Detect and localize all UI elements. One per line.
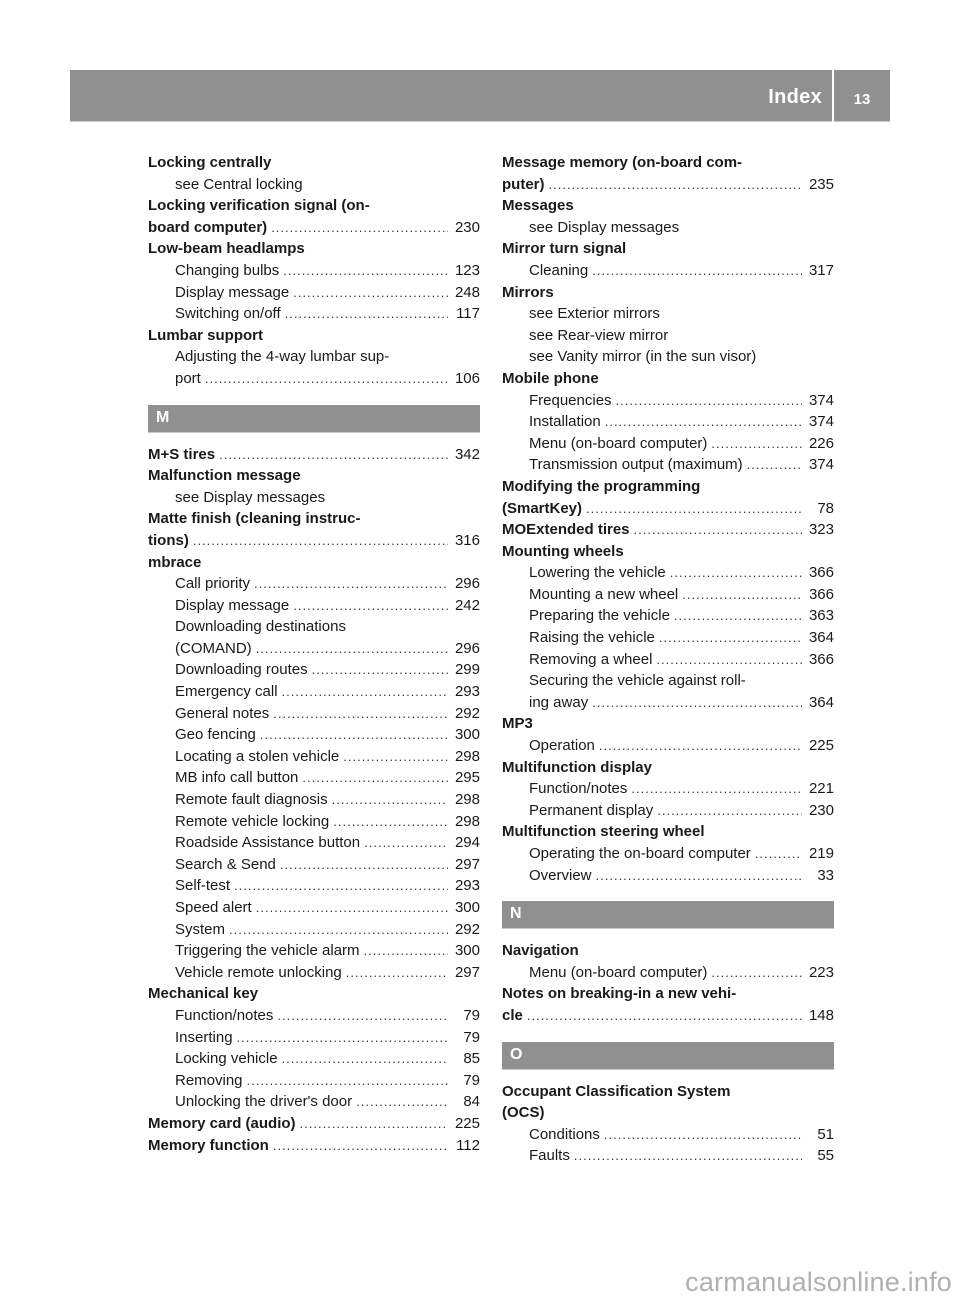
page-ref[interactable]: 33 [817,866,834,884]
dot-leader [273,1135,448,1157]
index-entry [502,983,834,1005]
entry-text: Changing bulbs [175,261,280,279]
dot-leader [237,1027,448,1049]
index-subentry[interactable] [148,1091,480,1113]
entry-text: Triggering the vehicle alarm [175,942,360,960]
dot-leader [229,919,448,941]
page-ref[interactable]: 235 [808,175,834,193]
index-subentry[interactable] [502,411,834,433]
page-ref[interactable]: 366 [808,585,834,603]
dot-leader [277,1005,448,1027]
index-subentry [502,670,834,692]
page-number-box [834,70,890,122]
entry-text: Mirrors [502,283,554,301]
dot-leader [364,832,448,854]
page-ref[interactable]: 242 [454,596,480,614]
index-entry [148,983,480,1005]
page-ref[interactable]: 219 [808,845,834,862]
entry-text: Vehicle remote unlocking [175,963,342,981]
entry-text: M+S tires [148,445,216,463]
entry-text: Geo fencing [175,726,256,744]
index-entry [502,368,834,390]
dot-leader [219,444,448,466]
entry-text: (SmartKey) [502,499,583,517]
entry-text: Notes on breaking-in a new vehi- [502,985,737,1003]
entry-text: Frequencies [529,391,612,409]
entry-text: Modifying the programming [502,477,701,495]
index-subentry[interactable] [502,800,834,822]
index-entry [502,713,834,735]
index-entry [502,1081,834,1103]
entry-text: Low-beam headlamps [148,240,305,258]
page-ref[interactable]: 298 [454,812,480,830]
entry-text: Speed alert [175,899,252,916]
entry-text: Permanent display [529,801,654,819]
dot-leader [605,411,802,433]
section-letter: N [510,905,522,923]
entry-text: Remote vehicle locking [175,812,330,830]
dot-leader [747,454,802,476]
index-subentry [502,303,834,325]
index-subentry[interactable] [148,919,480,941]
page-ref[interactable]: 223 [808,963,834,981]
index-subentry[interactable] [502,390,834,412]
dot-leader [273,703,448,725]
dot-leader [247,1070,448,1092]
dot-leader [293,282,448,304]
page-ref[interactable]: 294 [454,834,480,852]
dot-leader [256,897,448,919]
entry-text: Locking verification signal (on- [148,197,370,215]
page-ref[interactable]: 55 [817,1147,834,1165]
index-subentry[interactable] [148,897,480,919]
index-subentry [148,346,480,368]
index-subentry[interactable] [148,875,480,897]
dot-leader [193,530,448,552]
index-subentry[interactable] [502,433,834,455]
dot-leader [256,638,448,660]
index-entry[interactable] [502,519,834,541]
index-subentry[interactable] [502,865,834,887]
index-subentry[interactable] [148,811,480,833]
index-subentry[interactable] [502,1145,834,1167]
entry-text: Faults [529,1147,570,1165]
dot-leader [282,1048,448,1070]
entry-text: Call priority [175,575,251,593]
entry-text: see Display messages [175,488,326,506]
dot-leader [280,854,448,876]
index-entry [502,940,834,962]
page-ref[interactable]: 317 [808,261,834,279]
entry-text: port [175,369,201,387]
page-ref[interactable]: 78 [817,499,834,517]
index-entry[interactable] [148,1113,480,1135]
index-entry [502,1102,834,1124]
entry-text: Mounting wheels [502,542,624,560]
dot-leader [333,811,448,833]
index-entry [502,757,834,779]
entry-text: see Vanity mirror (in the sun visor) [529,348,757,366]
index-entry [148,325,480,347]
index-subentry[interactable] [502,584,834,606]
dot-leader [586,498,802,520]
index-subentry [502,346,834,368]
index-subentry[interactable] [502,962,834,984]
index-subentry[interactable] [502,1124,834,1146]
index-entry [148,465,480,487]
page-ref[interactable]: 342 [454,445,480,463]
page-ref[interactable]: 117 [456,305,480,323]
page-ref[interactable]: 79 [463,1006,480,1024]
page-ref[interactable]: 112 [456,1136,480,1154]
entry-text: Inserting [175,1028,233,1046]
dot-leader [282,681,448,703]
page-ref[interactable]: 148 [808,1006,834,1024]
index-column-left [148,152,480,1156]
dot-leader [300,1113,448,1135]
entry-text: Locating a stolen vehicle [175,747,340,765]
page-ref[interactable]: 221 [808,780,834,798]
dot-leader [302,767,448,789]
page-ref[interactable]: 230 [454,218,480,236]
entry-text: Securing the vehicle against roll- [529,672,746,690]
entry-text: System [175,920,226,938]
entry-text: Self-test [175,877,231,895]
index-subentry[interactable] [148,573,480,595]
dot-leader [592,692,802,714]
entry-text: Search & Send [175,855,276,873]
index-subentry[interactable] [502,454,834,476]
entry-text: puter) [502,175,545,193]
index-subentry[interactable] [148,282,480,304]
index-subentry [502,325,834,347]
index-subentry[interactable] [148,703,480,725]
page-ref[interactable]: 292 [454,704,480,722]
section-header-o [502,1042,834,1070]
section-letter: O [510,1045,523,1063]
dot-leader [711,962,802,984]
dot-leader [682,584,802,606]
index-entry [502,152,834,174]
page-ref[interactable]: 366 [808,650,834,668]
entry-text: Mirror turn signal [502,240,627,258]
dot-leader [346,962,448,984]
entry-text: mbrace [148,553,202,571]
dot-leader [674,605,802,627]
index-entry [148,508,480,530]
entry-text: Menu (on-board computer) [529,434,708,452]
index-subentry [148,616,480,638]
entry-text: Downloading routes [175,661,308,679]
index-entry [502,821,834,843]
index-subentry[interactable] [148,1070,480,1092]
dot-leader [527,1005,802,1027]
dot-leader [596,865,802,887]
entry-text: Menu (on-board computer) [529,963,708,981]
page-header-bar [70,70,832,122]
index-subentry[interactable] [502,562,834,584]
index-subentry[interactable] [148,681,480,703]
page-ref[interactable]: 316 [454,531,480,549]
page-ref[interactable]: 364 [808,629,834,647]
index-subentry[interactable] [148,1027,480,1049]
page-ref[interactable]: 300 [454,726,480,744]
page-ref[interactable]: 374 [808,456,834,474]
entry-text: MP3 [502,715,533,733]
index-subentry[interactable] [148,595,480,617]
index-column-right [502,152,834,1167]
dot-leader [356,1091,448,1113]
entry-text: Raising the vehicle [529,629,655,647]
index-subentry[interactable] [502,778,834,800]
page-ref[interactable]: 248 [454,283,480,301]
entry-text: see Display messages [529,218,680,236]
index-subentry[interactable] [148,789,480,811]
entry-text: Adjusting the 4-way lumbar sup- [175,348,390,366]
entry-text: tions) [148,531,189,549]
dot-leader [285,303,448,325]
entry-text: Mechanical key [148,985,259,1003]
page-ref[interactable]: 366 [808,564,834,582]
index-entry[interactable] [148,530,480,552]
entry-text: Lumbar support [148,326,263,344]
entry-text: Display message [175,596,290,614]
index-subentry[interactable] [148,1005,480,1027]
page-ref[interactable]: 85 [463,1050,480,1068]
entry-text: MOExtended tires [502,521,630,539]
dot-leader [574,1145,802,1167]
page-ref[interactable]: 79 [463,1028,480,1046]
page-ref[interactable]: 299 [454,661,480,679]
page-ref[interactable]: 298 [454,791,480,809]
page-ref[interactable]: 225 [808,737,834,755]
entry-text: Mounting a new wheel [529,585,679,603]
dot-leader [293,595,448,617]
index-subentry[interactable] [148,940,480,962]
dot-leader [332,789,448,811]
index-subentry[interactable] [148,260,480,282]
dot-leader [599,735,802,757]
entry-text: Switching on/off [175,305,281,323]
dot-leader [657,800,802,822]
page-ref[interactable]: 323 [808,521,834,539]
page-ref[interactable]: 84 [463,1093,480,1111]
entry-text: Preparing the vehicle [529,607,670,625]
index-subentry[interactable] [148,854,480,876]
dot-leader [364,940,448,962]
dot-leader [234,875,448,897]
watermark: carmanualsonline.info [685,1267,952,1297]
section-header-m [148,405,480,433]
entry-text: Roadside Assistance button [175,834,361,852]
entry-text: Installation [529,413,601,431]
entry-text: Locking centrally [148,154,272,171]
index-subentry[interactable] [502,627,834,649]
dot-leader [312,659,448,681]
entry-text: Overview [529,866,592,884]
entry-text: cle [502,1006,523,1024]
page-ref[interactable]: 79 [463,1071,480,1089]
entry-text: Lowering the vehicle [529,564,666,582]
page-ref[interactable]: 300 [454,899,480,916]
index-entry [148,238,480,260]
index-subentry[interactable] [148,767,480,789]
entry-text: General notes [175,704,270,722]
index-subentry [502,217,834,239]
page-ref[interactable]: 106 [454,369,480,387]
dot-leader [711,433,802,455]
index-entry [502,476,834,498]
page-ref[interactable]: 297 [454,855,480,873]
index-subentry[interactable] [502,735,834,757]
entry-text: Transmission output (maximum) [529,456,743,474]
page-number: 13 [853,91,871,108]
index-subentry[interactable] [148,1048,480,1070]
entry-text: board computer) [148,218,268,236]
page-ref[interactable]: 295 [454,769,480,787]
index-subentry[interactable] [148,962,480,984]
dot-leader [271,217,448,239]
index-entry [502,238,834,260]
dot-leader [205,368,448,390]
index-subentry[interactable] [148,303,480,325]
dot-leader [634,519,802,541]
entry-text: Removing a wheel [529,650,653,668]
page-title: Index [768,86,822,108]
index-entry [148,195,480,217]
dot-leader [670,562,802,584]
index-subentry[interactable] [148,724,480,746]
entry-text: Cleaning [529,261,589,279]
entry-text: Removing [175,1071,243,1089]
page-ref[interactable]: 296 [454,639,480,657]
page-ref[interactable]: 296 [454,575,480,593]
entry-text: Function/notes [175,1006,274,1024]
index-entry[interactable] [148,217,480,239]
index-entry [502,282,834,304]
page-ref[interactable]: 292 [454,920,480,938]
index-entry [148,552,480,574]
entry-text: Operation [529,737,595,755]
entry-text: Message memory (on-board com- [502,154,743,171]
entry-text: Matte finish (cleaning instruc- [148,510,361,528]
dot-leader [343,746,448,768]
dot-leader [283,260,448,282]
section-header-n [502,901,834,929]
page-ref[interactable]: 374 [808,413,834,431]
index-subentry [148,174,480,196]
entry-text: Navigation [502,942,579,960]
entry-text: Function/notes [529,780,628,798]
entry-text: Unlocking the driver's door [175,1093,353,1111]
entry-text: Malfunction message [148,467,301,485]
index-entry[interactable] [148,444,480,466]
entry-text: Memory card (audio) [148,1114,296,1132]
dot-leader [254,573,448,595]
entry-text: see Rear-view mirror [529,326,669,344]
entry-text: (OCS) [502,1104,545,1122]
index-subentry [148,487,480,509]
entry-text: Memory function [148,1136,269,1154]
page-ref[interactable]: 363 [808,607,834,625]
index-subentry[interactable] [502,843,834,865]
index-entry [502,195,834,217]
dot-leader [549,174,803,196]
entry-text: (COMAND) [175,639,252,657]
entry-text: Multifunction display [502,758,652,776]
entry-text: MB info call button [175,769,299,787]
dot-leader [616,390,802,412]
dot-leader [631,778,802,800]
index-subentry[interactable] [148,832,480,854]
entry-text: Mobile phone [502,369,599,387]
page-ref[interactable]: 123 [454,261,480,279]
entry-text: Messages [502,197,574,215]
dot-leader [592,260,802,282]
entry-text: ing away [529,693,589,711]
index-entry[interactable] [502,174,834,196]
page-ref[interactable]: 293 [454,877,480,895]
index-subentry[interactable] [148,368,480,390]
dot-leader [260,724,448,746]
index-entry[interactable] [502,498,834,520]
index-subentry[interactable] [502,692,834,714]
index-entry[interactable] [502,1005,834,1027]
page-ref[interactable]: 364 [808,693,834,711]
index-subentry[interactable] [148,746,480,768]
entry-text: Locking vehicle [175,1050,278,1068]
entry-text: Conditions [529,1125,600,1143]
section-letter: M [156,408,170,426]
index-entry[interactable] [148,1135,480,1157]
index-subentry[interactable] [148,638,480,660]
page-ref[interactable]: 230 [808,801,834,819]
index-entry [502,541,834,563]
entry-text: Operating the on-board computer [529,845,751,862]
page-ref[interactable]: 297 [454,963,480,981]
page-ref[interactable]: 300 [454,942,480,960]
entry-text: Multifunction steering wheel [502,823,705,841]
index-entry [148,152,480,174]
page-ref[interactable]: 51 [817,1125,834,1143]
dot-leader [755,843,802,865]
index-subentry[interactable] [502,605,834,627]
page-ref[interactable]: 226 [808,434,834,452]
index-subentry[interactable] [148,659,480,681]
index-subentry[interactable] [502,260,834,282]
entry-text: see Exterior mirrors [529,305,660,323]
dot-leader [656,649,802,671]
dot-leader [659,627,802,649]
entry-text: Emergency call [175,683,278,701]
page-ref[interactable]: 225 [454,1114,480,1132]
entry-text: Display message [175,283,290,301]
entry-text: Remote fault diagnosis [175,791,328,809]
page-ref[interactable]: 374 [808,391,834,409]
page-ref[interactable]: 298 [454,747,480,765]
entry-text: see Central locking [175,175,303,193]
entry-text: Occupant Classification System [502,1082,731,1100]
dot-leader [604,1124,802,1146]
entry-text: Downloading destinations [175,618,346,636]
index-subentry[interactable] [502,649,834,671]
page-ref[interactable]: 293 [454,683,480,701]
